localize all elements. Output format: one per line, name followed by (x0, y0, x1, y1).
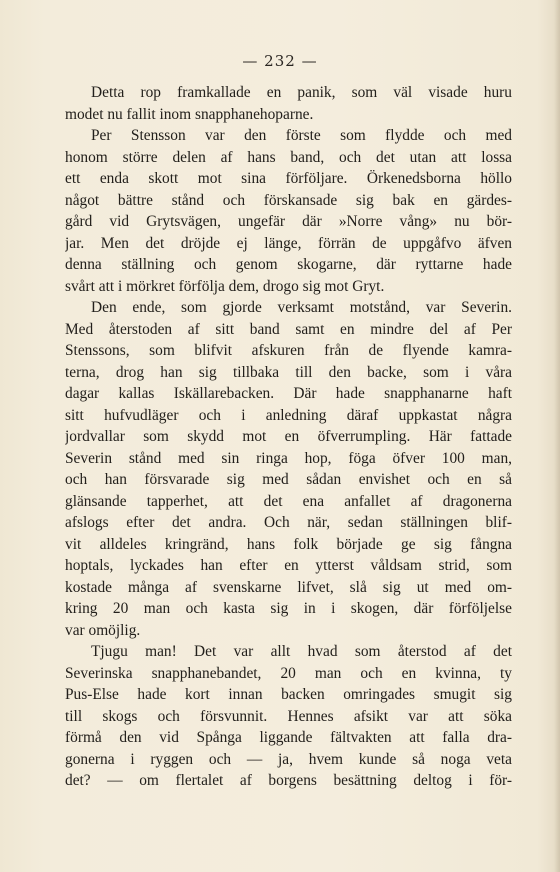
text-line: ett enda skott mot sina förföljare. Örkenedsborna höllo (65, 170, 512, 187)
text-line: Per Stensson var den förste som flydde och med (91, 127, 512, 144)
text-line: till skogs och försvunnit. Hennes afsikt var att söka (65, 707, 512, 725)
text-line: honom större delen af hans band, och det utan att lossa (65, 148, 512, 166)
text-line: Den ende, som gjorde verksamt motstånd, var Severin. (91, 299, 512, 316)
text-line: hoptals, lyckades han efter en ytterst våldsam strid, som (65, 557, 512, 574)
text-line: något bättre stånd och förskansade sig bak en gärdes- (65, 191, 512, 209)
text-line: kring 20 man och kasta sig in i skogen, där förföljelse (65, 600, 512, 617)
text-line: glänsande tapperhet, att det ena anfallet af dragonerna (65, 492, 512, 510)
text-line: afslogs efter det andra. Och när, sedan ställningen blif- (65, 514, 512, 531)
text-line: gonerna i ryggen och — ja, hvem kunde så noga veta (65, 750, 512, 768)
text-line: Severinska snapphanebandet, 20 man och en kvinna, ty (65, 664, 512, 682)
text-line: denna ställning och genom skogarne, där ryttarne hade (65, 256, 512, 273)
text-line: kostade många af svenskarne lifvet, slå sig ut med om- (65, 578, 512, 596)
text-line: Detta rop framkallade en panik, som väl visade huru (91, 84, 512, 101)
text-line: Stenssons, som blifvit afskuren från de flyende kamra- (65, 342, 512, 359)
text-line: Pus-Else hade kort innan backen omringades smugit sig (65, 686, 512, 703)
text-line: det? — om flertalet af borgens besättning deltog i för- (65, 772, 512, 789)
text-line: gård vid Grytsvägen, ungefär där »Norre vång» nu bör- (65, 213, 512, 230)
text-line: vit alldeles kringränd, hans folk började ge sig fångna (65, 535, 512, 553)
text-line: var omöjlig. (65, 621, 141, 639)
text-line: Med återstoden af sitt band samt en mindre del af Per (65, 320, 512, 338)
text-line: modet nu fallit inom snapphanehoparne. (65, 105, 314, 123)
text-line: jar. Men det dröjde ej länge, förrän de uppgåfvo äfven (65, 234, 512, 252)
text-line: sitt hufvudläger och i anledning däraf uppkastat några (65, 406, 512, 424)
text-line: Severin stånd med sin ringa hop, föga öfver 100 man, (65, 449, 512, 467)
text-line: terna, drog han sig tillbaka till den backe, som i våra (65, 363, 512, 381)
body-text (65, 82, 512, 792)
text-line: förmå den vid Spånga liggande fältvakten att falla dra- (65, 729, 512, 746)
text-line: och han försvarade sig med sådan envishet och en så (65, 471, 512, 488)
text-line: jordvallar som skydd mot en öfverrumpling. Här fattade (65, 428, 512, 445)
text-line: dagar kallas Iskällarebacken. Där hade snapphanarne haft (65, 385, 512, 402)
page-edge-shadow (554, 0, 560, 872)
text-line: svårt att i mörkret förfölja dem, drogo sig mot Gryt. (65, 277, 385, 295)
page-number: — 232 — (242, 52, 318, 70)
text-line: Tjugu man! Det var allt hvad som återstod af det (91, 643, 512, 660)
